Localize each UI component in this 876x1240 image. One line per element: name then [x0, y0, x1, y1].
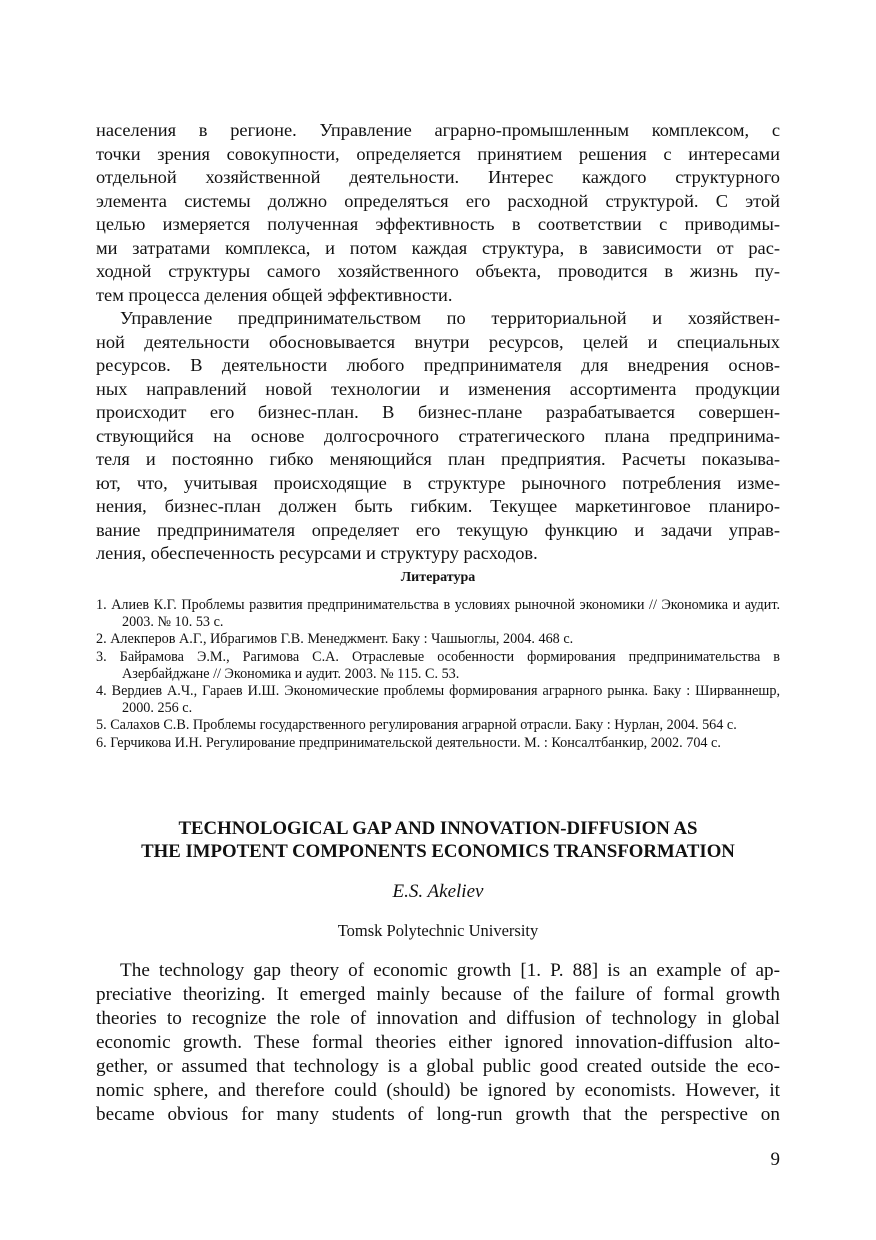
reference-item: 2. Алекперов А.Г., Ибрагимов Г.В. Менеджмент. Баку : Чашыоглы, 2004. 468 с. [96, 631, 574, 648]
text-line: theories to recognize the role of innovation and diffusion of technology in global [96, 1008, 780, 1029]
text-line: nomic sphere, and therefore could (should) be ignored by economists. However, it [96, 1080, 780, 1101]
article-title-line: TECHNOLOGICAL GAP AND INNOVATION-DIFFUSION AS [178, 818, 698, 839]
article-body-text [96, 959, 780, 1127]
article-affiliation: Tomsk Polytechnic University [337, 921, 539, 940]
text-line: Управление предпринимательством по территориальной и хозяйствен- [120, 308, 780, 328]
text-line: ми затратами комплекса, и потом каждая структура, в зависимости от рас- [96, 237, 780, 258]
text-line: ной деятельности обосновывается внутри ресурсов, целей и специальных [96, 331, 780, 352]
text-line: происходит его бизнес-план. В бизнес-плане разрабатывается совершен- [96, 402, 780, 422]
article-author: E.S. Akeliev [392, 881, 484, 902]
text-line: ствующийся на основе долгосрочного стратегического плана предпринима- [96, 425, 780, 446]
literature-heading: Литература [400, 570, 476, 585]
text-line: preciative theorizing. It emerged mainly because of the failure of formal growth [96, 984, 780, 1005]
text-line: целью измеряется полученная эффективность в соответствии с приводимы- [96, 214, 780, 234]
text-line: населения в регионе. Управление аграрно-промышленным комплексом, с [96, 120, 780, 140]
text-line: точки зрения совокупности, определяется принятием решения с интересами [96, 143, 780, 164]
reference-list [96, 597, 780, 752]
reference-item: 3. Байрамова Э.М., Рагимова С.А. Отраслевые особенности формирования предпринимательства в Азербайджане // Экономика и аудит. 2003. № 115. С. 53. [96, 648, 780, 682]
reference-item: 5. Салахов С.В. Проблемы государственного регулирования аграрной отрасли. Баку : Нурлан, 2004. 564 с. [96, 717, 737, 734]
text-line: отдельной хозяйственной деятельности. Интерес каждого структурного [96, 167, 780, 187]
text-line: ресурсов. В деятельности любого предпринимателя для внедрения основ- [96, 355, 780, 375]
text-line: became obvious for many students of long-run growth that the perspective on [96, 1104, 780, 1125]
reference-item: 6. Герчикова И.Н. Регулирование предпринимательской деятельности. М. : Консалтбанкир, 2002. 704 с. [96, 734, 721, 751]
reference-item: 4. Вердиев А.Ч., Гараев И.Ш. Экономические проблемы формирования аграрного рынка. Баку : Ширваннешр, 2000. 256 с. [96, 683, 780, 717]
reference-item: 1. Алиев К.Г. Проблемы развития предпринимательства в условиях рыночной экономики // Экономика и аудит. 2003. № 10. 53 с. [96, 597, 780, 631]
text-line: ных направлений новой технологии и изменения ассортимента продукции [96, 378, 780, 399]
text-line: ления, обеспеченность ресурсами и структуру расходов. [96, 543, 538, 563]
text-line: The technology gap theory of economic growth [1. P. 88] is an example of ap- [120, 960, 780, 981]
text-line: ходной структуры самого хозяйственного объекта, проводится в жизнь пу- [96, 261, 780, 281]
text-line: элемента системы должно определяться его расходной структурой. С этой [96, 190, 780, 211]
text-line: economic growth. These formal theories either ignored innovation-diffusion alto- [96, 1032, 780, 1053]
text-line: теля и постоянно гибко меняющийся план предприятия. Расчеты показыва- [96, 449, 780, 469]
page-number: 9 [770, 1149, 780, 1170]
text-line: gether, or assumed that technology is a global public good created outside the eco- [96, 1056, 780, 1077]
text-line: тем процесса деления общей эффективности. [96, 284, 453, 305]
text-line: нения, бизнес-план должен быть гибким. Текущее маркетинговое планиро- [96, 496, 780, 516]
text-line: ют, что, учитывая происходящие в структуре рыночного потребления изме- [96, 472, 780, 493]
article-title-line: THE IMPOTENT COMPONENTS ECONOMICS TRANSFORMATION [141, 841, 735, 862]
russian-body-text [96, 119, 780, 566]
text-line: вание предпринимателя определяет его текущую функцию и задачи управ- [96, 519, 780, 540]
article-title [96, 817, 780, 863]
